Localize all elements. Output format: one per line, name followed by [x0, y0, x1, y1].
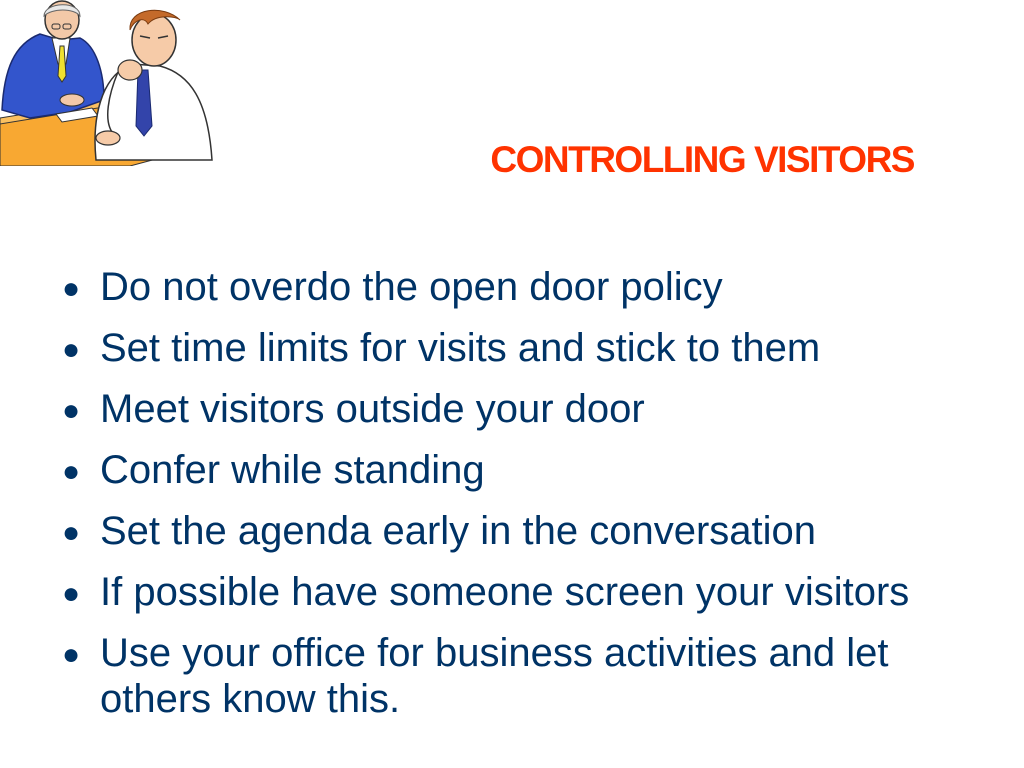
list-item	[62, 386, 992, 436]
bullet-icon: ●	[62, 333, 81, 366]
bullet-icon: ●	[62, 455, 81, 488]
bullet-text: Do not overdo the open door policy	[100, 265, 723, 309]
businessmen-meeting-clipart	[0, 0, 216, 166]
bullet-icon: ●	[62, 577, 81, 610]
bullet-list	[62, 264, 992, 733]
bullet-icon: ●	[62, 394, 81, 427]
bullet-icon: ●	[62, 516, 81, 549]
bullet-text: Set time limits for visits and stick to them	[100, 326, 821, 370]
bullet-text: Confer while standing	[100, 448, 485, 492]
list-item	[62, 508, 992, 558]
bullet-text: If possible have someone screen your visitors	[100, 570, 910, 614]
slide-title: CONTROLLING VISITORS	[490, 139, 914, 180]
list-item	[62, 630, 992, 722]
list-item	[62, 569, 992, 619]
bullet-text: Use your office for business activities and let others know this.	[100, 631, 889, 721]
list-item	[62, 447, 992, 497]
bullet-text: Meet visitors outside your door	[100, 387, 645, 431]
bullet-icon: ●	[62, 272, 81, 305]
list-item	[62, 264, 992, 314]
bullet-text: Set the agenda early in the conversation	[100, 509, 817, 553]
bullet-icon: ●	[62, 638, 81, 671]
list-item	[62, 325, 992, 375]
